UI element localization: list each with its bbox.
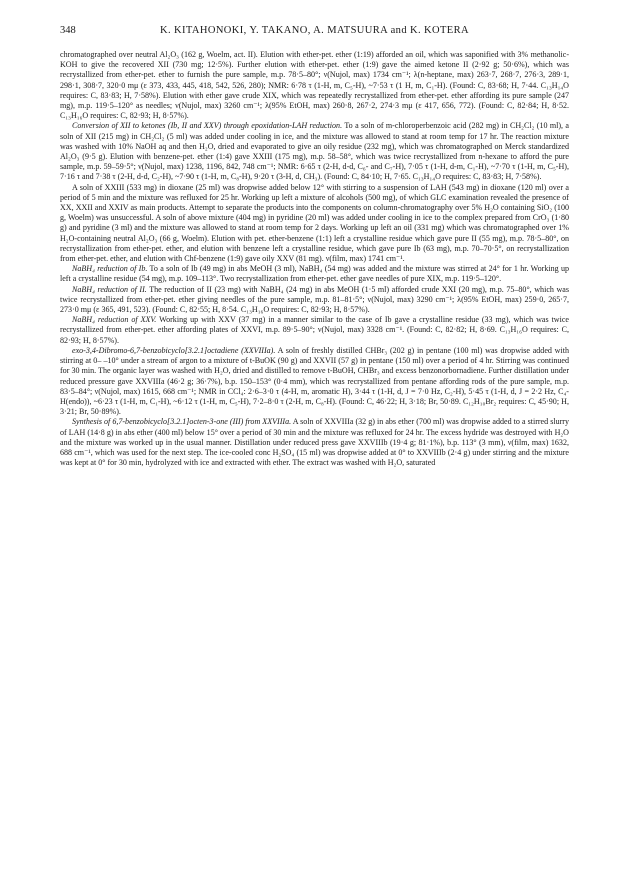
paragraph-text: The reduction of II (23 mg) with NaBH₄ (24 mg) in abs MeOH (1·5 ml) afforded crude XXI (20 mg), m.p. 75–80°, which was twice recrystallized from ether-pet. ether giving needles of the pure sample, m.p. 81–81·5°; ν(Nujol, max) 3290 cm⁻¹; λ(95% EtOH, max) 259·0, 265·7, 273·0 mμ (ε 365, 491, 523). (Found: C, 82·55; H, 8·54. C₁₃H₁₆O requires: C, 82·93; H, 8·57%).: [60, 284, 569, 315]
paragraph-text: chromatographed over neutral Al₂O₃ (162 g, Woelm, act. II). Elution with ether-pet. ether (1:19) afforded an oil, which was saponified with 3% methanolic-KOH to give the recovered XII (730 mg; 12·5%). Further elution with ether-pet. ether (1:9) gave the aimed ketone II (2·92 g; 50·6%), which was recrystallized from ether-pet. ether to furnish the pure sample, m.p. 78·5–80°; ν(Nujol, max) 1734 cm⁻¹; λ(n-heptane, max) 263·7, 268·7, 276·3, 289·1, 298·1, 308·7, 320·0 mμ (ε 373, 433, 445, 418, 542, 526, 280); NMR: 6·78 τ (1-H, m, C₅-H), ~7·53 τ (1 H, m, C₁-H). (Found: C, 83·68; H, 7·44. C₁₃H₁₄O requires: C, 83·83; H, 7·58%). Elution with ether gave crude XIX, which was repeatedly recrystallized from ether-pet. ether affording its pure sample (247 mg), m.p. 119·5–120° as needles; ν(Nujol, max) 3260 cm⁻¹; λ(95% EtOH, max) 260·8, 267·2, 274·3 mμ (ε 417, 656, 772). (Found: C, 82·84; H, 8·52. C₁₃H₁₆O requires: C, 82·93; H, 8·57%).: [60, 50, 569, 121]
article-body: [60, 50, 569, 880]
section-heading: Conversion of XII to ketones (Ib, II and XXV) through epoxidation-LAH reduction.: [72, 121, 343, 131]
section-heading: exo-3,4-Dibromo-6,7-benzobicyclo[3.2.1]octadiene (XXVIIIa).: [72, 345, 276, 355]
page-number: 348: [60, 25, 76, 36]
section-heading: NaBH₄ reduction of II.: [72, 284, 147, 294]
paragraph-text: Working up with XXV (37 mg) in a manner similar to the case of Ib gave a crystalline residue (33 mg), which was twice recrystallized from ether-pet. ether affording plates of XXVI, m.p. 89·5–90°; ν(Nujol, max) 3328 cm⁻¹. (Found: C, 82·82; H, 8·69. C₁₃H₁₆O requires: C, 82·93; H, 8·57%).: [60, 315, 569, 345]
section-heading: NaBH₄ reduction of XXV.: [72, 315, 157, 325]
paragraph-nabh4-reduction-xxv: [60, 315, 569, 346]
paragraph-synthesis-octenone: [60, 417, 569, 468]
paragraph-nabh4-reduction-ii: [60, 285, 569, 316]
page-header: [60, 25, 569, 39]
paragraph-text: A soln of XXVIIIa (32 g) in abs ether (700 ml) was dropwise added to a stirred slurry of LAH (14·8 g) in abs ether (400 ml) below 15° over a period of 30 min and the mixture was refluxed for 24 hr. The excess hydride was destroyed with H₂O and the mixture was worked up in the usual manner. Distillation under reduced press gave XXVIIIb (19·4 g; 81·1%), b.p. 113° (3 mm), ν(film, max) 1632, 688 cm⁻¹, which was used for the next step. The ice-cooled conc H₂SO₄ (15 ml) was dropwise added at 0° to XXVIIIb (2·4 g) under stirring and the mixture was kept at 0° for 30 min, hydrolyzed with ice and extracted with ether. The extract was washed with H₂O, saturated: [60, 417, 569, 468]
paragraph-text: A soln of XXIII (533 mg) in dioxane (25 ml) was dropwise added below 12° with stirring to a suspension of LAH (543 mg) in dioxane (120 ml) over a period of 5 min and the mixture was refluxed for 25 hr. Working up left a mixture of alcohols (500 mg), of which GLC examination revealed the presence of XX, XXII and XXIV as main products. Attempt to separate the products into the components on column-chromatography over 5% H₂O containing SiO₂ (100 g, Woelm) was unsuccessful. A soln of above mixture (404 mg) in pyridine (20 ml) was added under cooling in ice to the complex prepared from CrO₃ (1·80 g) and pyridine (3 ml) and the mixture was allowed to stand at room temp for 2 days. Working up left an oil (331 mg) which was chromatographed over 1% H₂O-containing neutral Al₂O₃ (66 g, Woelm). Elution with pet. ether-benzene (1:1) left a crystalline residue which gave pure II (55 mg), m.p. 78·5–80°, on recrystallization from ether-pet. ether, and elution with benzene left a crystalline residue, which gave pure Ib (63 mg), m.p. 70–70·5°, on recrystallization from ether-pet. ether, and elution with Chf-benzene (1:9) gave oily XXV (81 mg). ν(film, max) 1741 cm⁻¹.: [60, 182, 569, 264]
section-heading: Synthesis of 6,7-benzobicyclo[3.2.1]octen-3-one (III) from XXVIIIa.: [72, 417, 292, 427]
running-title: K. KITAHONOKI, Y. TAKANO, A. MATSUURA and K. KOTERA: [159, 25, 470, 36]
paragraph-text: To a soln of Ib (49 mg) in abs MeOH (3 ml), NaBH₄ (54 mg) was added and the mixture was stirred at 24° for 1 hr. Working up left a crystalline residue (54 mg), m.p. 109–113°. Two recrystallization from ether-pet. ether gave needles of pure XIX, m.p. 119·5–120°.: [60, 264, 569, 284]
paragraph-chromatography-ketone-ii: [60, 50, 569, 121]
section-heading: NaBH₄ reduction of Ib.: [72, 264, 148, 274]
paragraph-text: To a soln of m-chloroperbenzoic acid (282 mg) in CH₂Cl₂ (10 ml), a soln of XII (215 mg) in CH₂Cl₂ (5 ml) was added under cooling in ice, and the mixture was allowed to stand at room temp for 17 hr. The reaction mixture was washed with 10% NaOH aq and then H₂O, dried and evaporated to give an oily residue (232 mg), which was chromatographed on Merck standardized Al₂O₃ (9·5 g). Elution with benzene-pet. ether (1:4) gave XXIII (175 mg), m.p. 58–58°, which was twice recrystallized from n-hexane to afford the pure sample, m.p. 59–59·5°; ν(Nujol, max) 1238, 1196, 842, 748 cm⁻¹; NMR: 6·65 τ (2-H, d-d, C₆- and C₇-H), 7·05 τ (1-H, d-m, C₁-H), ~7·70 τ (1-H, m, C₅-H), 7·16 τ and 7·38 τ (2-H, d-d, C₂-H), ~7·90 τ (1-H, m, C₈-H), 9·20 τ (3-H, d, CH₃). (Found: C, 84·10; H, 7·65. C₁₃H₁₄O requires: C, 83·83; H, 7·58%).: [60, 121, 569, 182]
paragraph-conversion-xii: [60, 121, 569, 182]
paragraph-text: A soln of freshly distilled CHBr₃ (202 g) in pentane (100 ml) was dropwise added with stirring at 0– –10° under a stream of argon to a mixture of t-BuOK (90 g) and XXVII (57 g) in pentane (150 ml) over a period of 4 hr. Stirring was continued for 30 min. The organic layer was washed with H₂O, dried and distilled to remove t-BuOH, CHBr₃ and excess benzonorbornadiene. Further distillation under reduced pressure gave XXVIIIa (46·2 g; 36·7%), b.p. 150–153° (0·4 mm), which was recrystallized from pentane affording rods of the pure sample, m.p. 83·5–84°; ν(Nujol, max) 1615, 668 cm⁻¹; NMR in CCl₄: 2·6–3·0 τ (4-H, m, aromatic H), 3·44 τ (1-H, d, J = 7·0 Hz, C₂-H), 5·45 τ (1-H, d, J = 2·2 Hz, C₄-H(endo)), ~6·23 τ (1-H, m, C₁-H), ~6·12 τ (1-H, m, C₅-H), 7·2–8·0 τ (2-H, m, C₈-H). (Found: C, 46·22; H, 3·18; Br, 50·89. C₁₂H₁₀Br₂ requires: C, 45·90; H, 3·21; Br, 50·89%).: [60, 345, 569, 417]
paragraph-lah-reduction-xxiii: [60, 183, 569, 265]
paragraph-dibromo-octadiene: [60, 346, 569, 417]
paragraph-nabh4-reduction-ib: [60, 264, 569, 284]
